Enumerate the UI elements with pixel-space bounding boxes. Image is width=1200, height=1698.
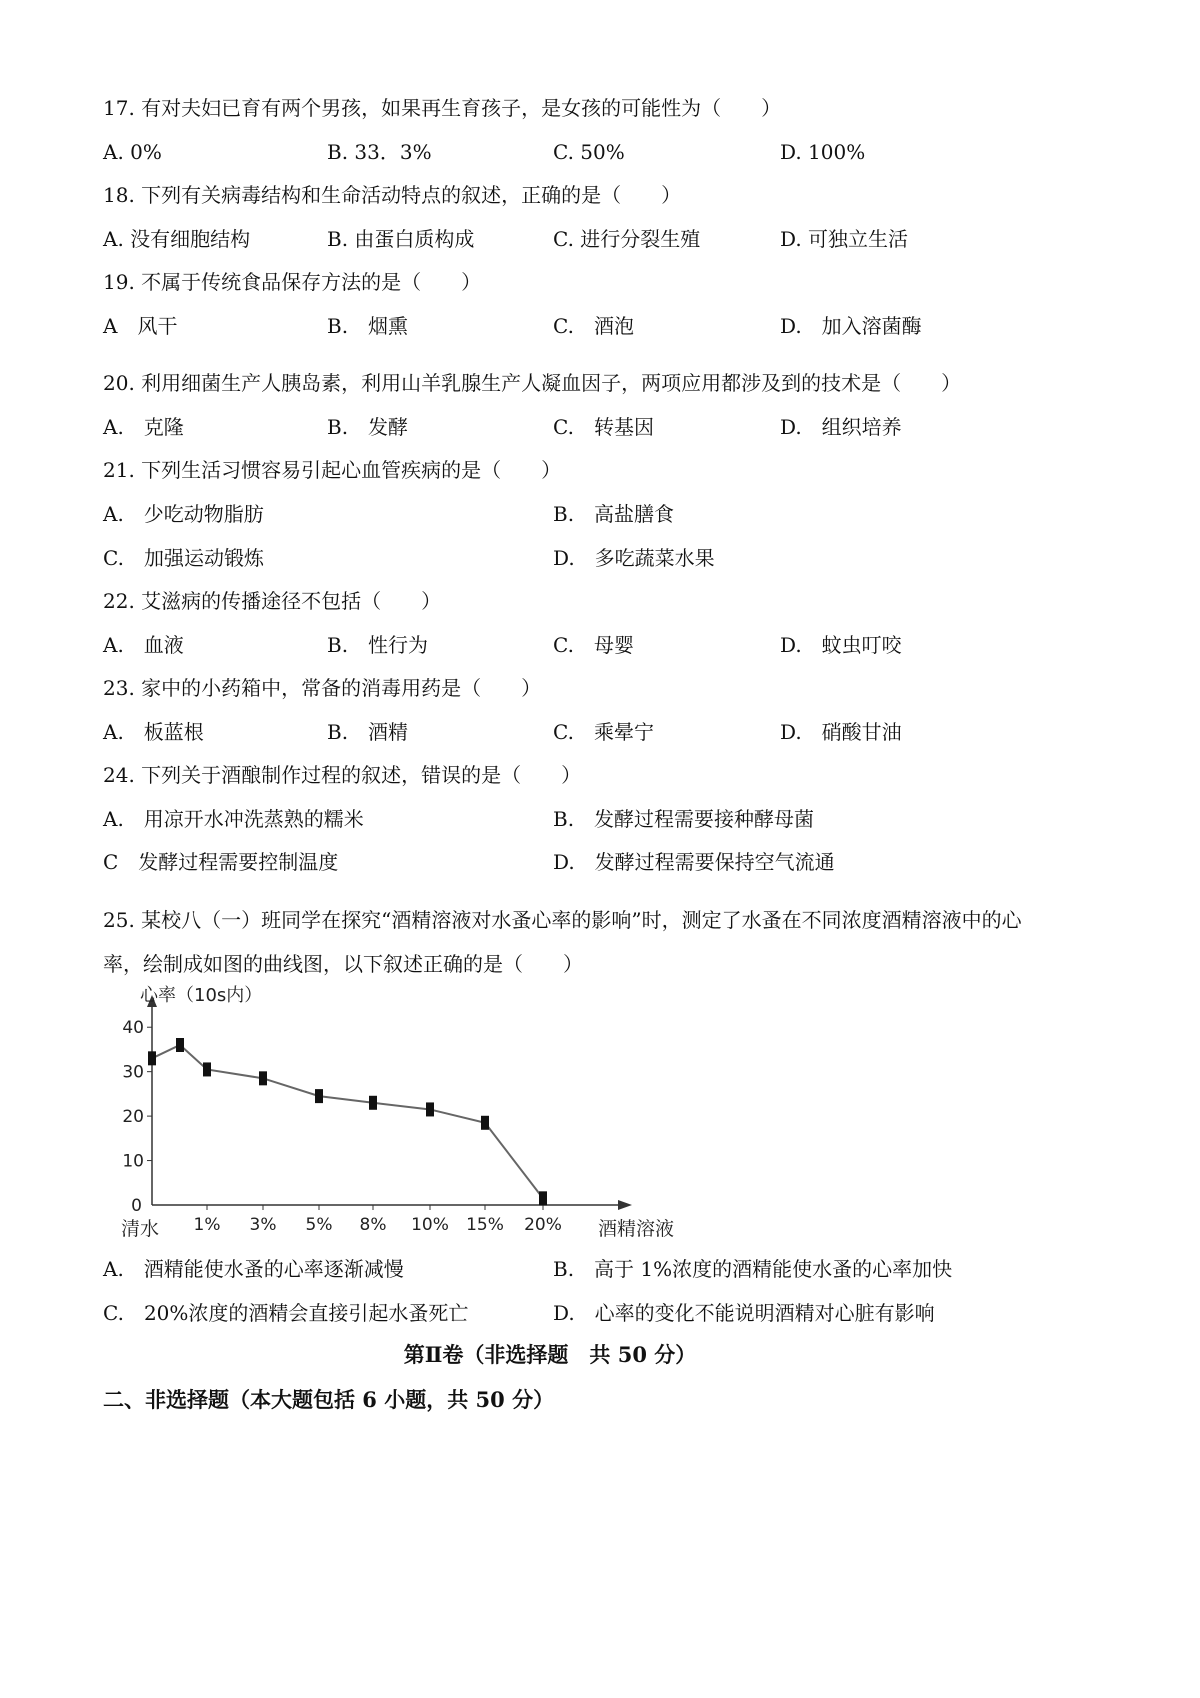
q19-option-b: B. 烟熏 <box>327 314 409 338</box>
x-tick-label: 10% <box>411 1215 449 1235</box>
y-tick-label: 20 <box>122 1107 144 1128</box>
part-heading: 二、非选择题（本大题包括 6 小题，共 50 分） <box>103 1387 555 1412</box>
q20-option-c: C. 转基因 <box>553 415 654 439</box>
q24-option-c: C 发酵过程需要控制温度 <box>103 850 339 874</box>
q23-option-d: D. 硝酸甘油 <box>780 720 902 744</box>
data-point-marker <box>259 1071 267 1085</box>
question-23-stem: 23. 家中的小药箱中，常备的消毒用药是（ ） <box>103 676 542 700</box>
data-point-marker <box>369 1096 377 1110</box>
q18-option-c: C. 进行分裂生殖 <box>553 227 701 251</box>
data-point-marker <box>176 1038 184 1052</box>
heart-rate-line-chart <box>100 985 700 1245</box>
q17-option-b: B. 33．3% <box>327 140 432 164</box>
question-20-stem: 20. 利用细菌生产人胰岛素，利用山羊乳腺生产人凝血因子，两项应用都涉及到的技术是（ ） <box>103 371 962 395</box>
q18-option-b: B. 由蛋白质构成 <box>327 227 475 251</box>
question-21-stem: 21. 下列生活习惯容易引起心血管疾病的是（ ） <box>103 458 562 482</box>
q23-option-b: B. 酒精 <box>327 720 409 744</box>
data-point-marker <box>148 1051 156 1065</box>
question-25-stem-line-1: 25. 某校八（一）班同学在探究“酒精溶液对水蚤心率的影响”时，测定了水蚤在不同浓度酒精溶液中的心 <box>103 908 1022 932</box>
q22-option-c: C. 母婴 <box>553 633 634 657</box>
question-17-stem: 17. 有对夫妇已育有两个男孩，如果再生育孩子，是女孩的可能性为（ ） <box>103 96 782 120</box>
y-tick-label: 30 <box>122 1062 144 1083</box>
data-point-marker <box>539 1191 547 1205</box>
q18-option-a: A. 没有细胞结构 <box>103 227 251 251</box>
y-tick-label: 40 <box>122 1018 144 1039</box>
origin-label: 0 <box>131 1196 142 1216</box>
q25-option-a: A. 酒精能使水蚤的心率逐渐减慢 <box>103 1257 404 1281</box>
q17-option-c: C. 50% <box>553 140 625 164</box>
x-tick-label: 5% <box>305 1215 333 1235</box>
q18-option-d: D. 可独立生活 <box>780 227 909 251</box>
q20-option-a: A. 克隆 <box>103 415 184 439</box>
data-point-marker <box>315 1089 323 1103</box>
x-tick-label: 3% <box>249 1215 277 1235</box>
data-point-marker <box>481 1116 489 1130</box>
x-tick-label: 1% <box>193 1215 221 1235</box>
x-tick-label: 8% <box>359 1215 387 1235</box>
q24-option-b: B. 发酵过程需要接种酵母菌 <box>553 807 815 831</box>
question-19-stem: 19. 不属于传统食品保存方法的是（ ） <box>103 270 482 294</box>
question-25-stem-line-2: 率，绘制成如图的曲线图，以下叙述正确的是（ ） <box>103 952 583 976</box>
q17-option-a: A. 0% <box>103 140 162 164</box>
q20-option-d: D. 组织培养 <box>780 415 902 439</box>
data-point-marker <box>426 1102 434 1116</box>
y-tick-label: 10 <box>122 1151 144 1172</box>
x-first-label: 清水 <box>120 1218 160 1240</box>
q21-option-d: D. 多吃蔬菜水果 <box>553 546 715 570</box>
q19-option-d: D. 加入溶菌酶 <box>780 314 922 338</box>
q23-option-c: C. 乘晕宁 <box>553 720 654 744</box>
question-24-stem: 24. 下列关于酒酿制作过程的叙述，错误的是（ ） <box>103 763 582 787</box>
q21-option-b: B. 高盐膳食 <box>553 502 675 526</box>
x-tick-label: 15% <box>466 1215 504 1235</box>
q24-option-a: A. 用凉开水冲洗蒸熟的糯米 <box>103 807 364 831</box>
y-axis-label: 心率（10s内） <box>140 985 263 1006</box>
q25-option-c: C. 20%浓度的酒精会直接引起水蚤死亡 <box>103 1301 469 1325</box>
q23-option-a: A. 板蓝根 <box>103 720 204 744</box>
x-tick-label: 20% <box>524 1215 562 1235</box>
q21-option-c: C. 加强运动锻炼 <box>103 546 264 570</box>
q22-option-a: A. 血液 <box>103 633 184 657</box>
q24-option-d: D. 发酵过程需要保持空气流通 <box>553 850 835 874</box>
question-18-stem: 18. 下列有关病毒结构和生命活动特点的叙述，正确的是（ ） <box>103 183 682 207</box>
x-axis-label: 酒精溶液 <box>598 1218 675 1240</box>
q19-option-c: C. 酒泡 <box>553 314 634 338</box>
q20-option-b: B. 发酵 <box>327 415 409 439</box>
q25-option-d: D. 心率的变化不能说明酒精对心脏有影响 <box>553 1301 935 1325</box>
q22-option-d: D. 蚊虫叮咬 <box>780 633 902 657</box>
question-22-stem: 22. 艾滋病的传播途径不包括（ ） <box>103 589 442 613</box>
q17-option-d: D. 100% <box>780 140 866 164</box>
q22-option-b: B. 性行为 <box>327 633 429 657</box>
q25-option-b: B. 高于 1%浓度的酒精能使水蚤的心率加快 <box>553 1257 953 1281</box>
x-axis-arrow <box>618 1200 632 1210</box>
data-point-marker <box>203 1062 211 1076</box>
section-title: 第Ⅱ卷（非选择题 共 50 分） <box>403 1342 697 1367</box>
q21-option-a: A. 少吃动物脂肪 <box>103 502 264 526</box>
q19-option-a: A 风干 <box>103 314 178 338</box>
